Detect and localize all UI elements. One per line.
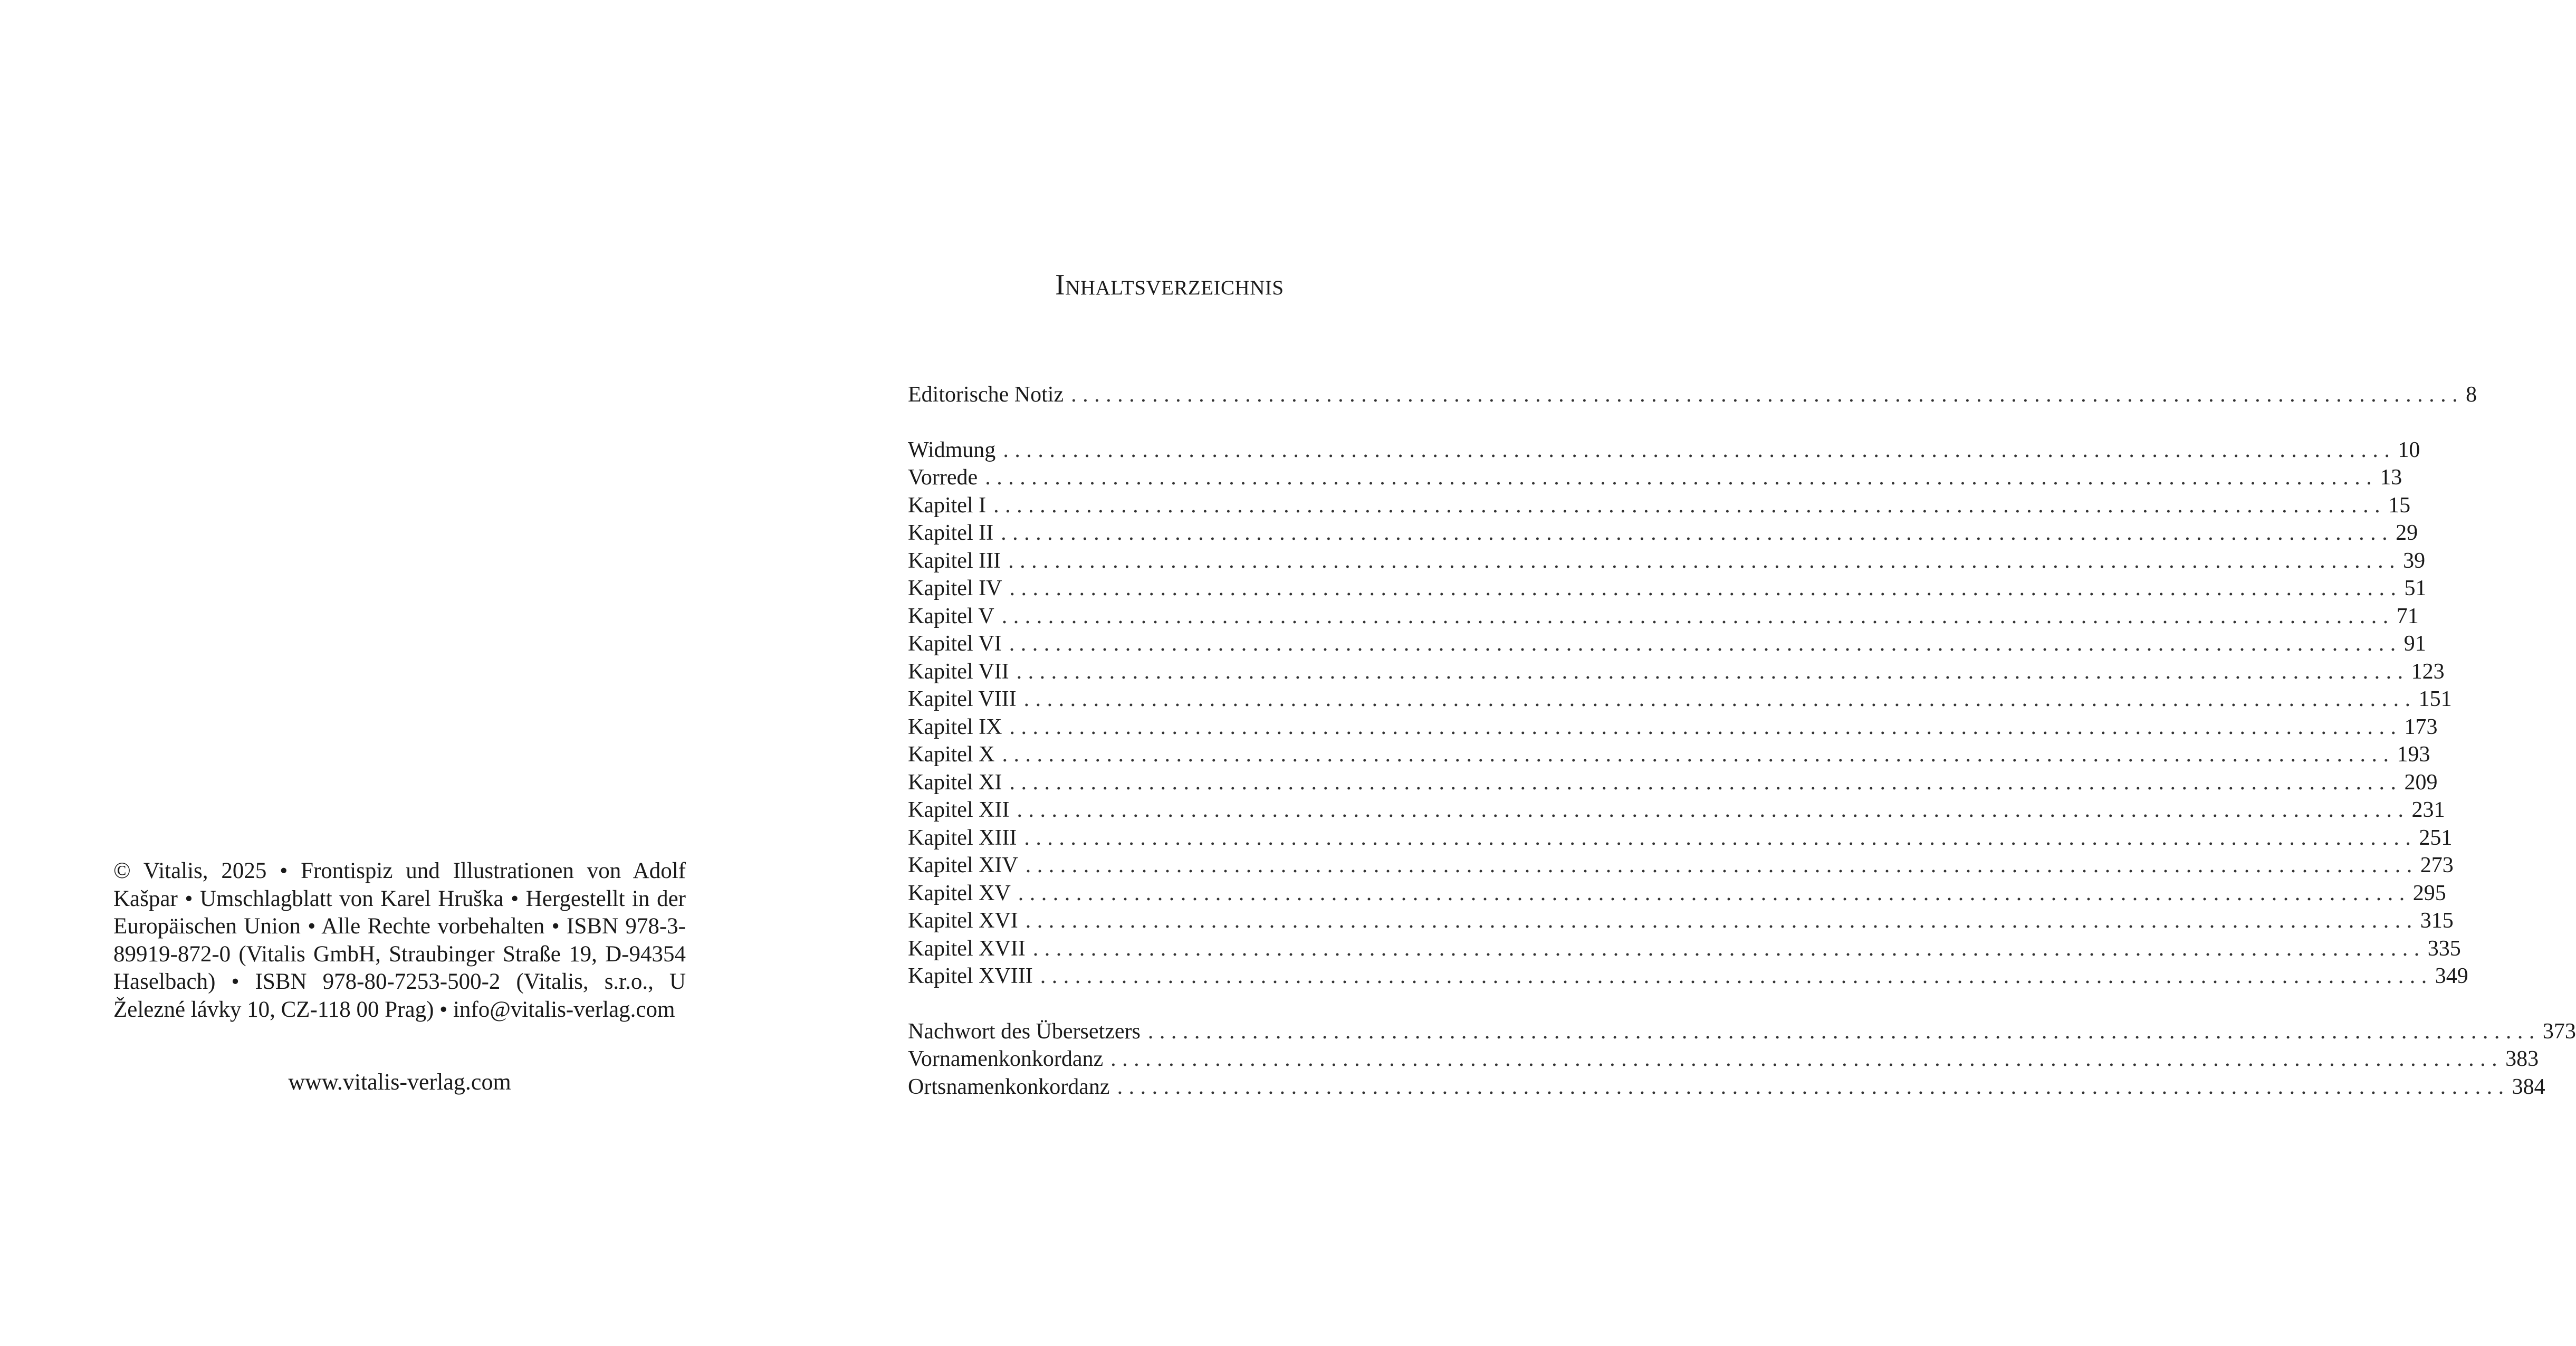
toc-entry-label: Kapitel V bbox=[908, 604, 994, 628]
toc-entry bbox=[908, 1073, 2545, 1101]
toc-dot-leader: ........................................................................................................................ bbox=[993, 493, 2387, 518]
toc-entry-label: Vorrede bbox=[908, 465, 978, 490]
toc-dot-leader: ........................................................................................................................ bbox=[1024, 825, 2417, 850]
toc-entry-page: 315 bbox=[2420, 909, 2454, 933]
toc-dot-leader: ........................................................................................................................ bbox=[1147, 1019, 2541, 1044]
toc-dot-leader: ........................................................................................................................ bbox=[1117, 1074, 2510, 1099]
toc-entry bbox=[908, 547, 2426, 575]
toc-dot-leader: ........................................................................................................................ bbox=[1040, 964, 2433, 988]
toc-entry-page: 13 bbox=[2380, 465, 2402, 490]
toc-entry-label: Kapitel X bbox=[908, 742, 995, 767]
toc-entry-label: Ortsnamenkonkordanz bbox=[908, 1074, 1110, 1099]
toc-entry-label: Kapitel IV bbox=[908, 576, 1002, 600]
imprint-text: © Vitalis, 2025 • Frontispiz und Illustrationen von Adolf Kašpar • Umschlagblatt von Karel Hruška • Hergestellt in der Europäischen Union • Alle Rechte vorbehalten • ISBN 978-3-89919-872-0 (Vitalis GmbH, Straubinger Straße 19, D-94354 Haselbach) • ISBN 978-80-7253-500-2 (Vitalis, s.r.o., U Železné lávky 10, CZ-118 00 Prag) • info@vitalis-verlag.com bbox=[113, 858, 686, 1022]
left-page bbox=[0, 0, 791, 1346]
toc-dot-leader: ........................................................................................................................ bbox=[1016, 659, 2409, 684]
toc-title: Inhaltsverzeichnis bbox=[1055, 269, 1284, 301]
toc-entry-page: 8 bbox=[2466, 383, 2477, 407]
toc-entry-page: 10 bbox=[2398, 437, 2420, 462]
toc-entry-label: Kapitel XVII bbox=[908, 936, 1026, 961]
toc-entry bbox=[908, 962, 2468, 990]
toc-entry bbox=[908, 603, 2419, 631]
toc-entry-page: 295 bbox=[2412, 881, 2446, 905]
toc-entry-label: Nachwort des Übersetzers bbox=[908, 1019, 1141, 1044]
toc-entry-page: 29 bbox=[2396, 521, 2418, 545]
toc-entry-label: Kapitel XIII bbox=[908, 825, 1017, 850]
toc-entry-page: 231 bbox=[2411, 798, 2445, 822]
toc-entry bbox=[908, 381, 2477, 409]
toc-entry-label: Kapitel VII bbox=[908, 659, 1009, 684]
toc-entry-label: Kapitel IX bbox=[908, 714, 1002, 739]
toc-entry-page: 71 bbox=[2396, 604, 2419, 628]
toc-entry bbox=[908, 492, 2411, 520]
toc-entry bbox=[908, 852, 2454, 880]
toc-entry-page: 123 bbox=[2411, 659, 2445, 684]
toc-entry bbox=[908, 880, 2446, 908]
toc-entry-page: 335 bbox=[2427, 936, 2461, 961]
toc-entry-label: Widmung bbox=[908, 437, 996, 462]
toc-entry bbox=[908, 685, 2452, 713]
toc-group bbox=[908, 1018, 2576, 1101]
toc-entry-label: Vornamenkonkordanz bbox=[908, 1047, 1104, 1071]
toc-entry-label: Kapitel XIV bbox=[908, 853, 1018, 877]
toc-dot-leader: ........................................................................................................................ bbox=[1110, 1047, 2504, 1071]
toc-entry-page: 209 bbox=[2404, 770, 2438, 795]
right-page bbox=[791, 0, 2576, 1346]
toc-entry-label: Kapitel XII bbox=[908, 798, 1010, 822]
toc-dot-leader: ........................................................................................................................ bbox=[1001, 604, 2395, 628]
toc-entry-page: 51 bbox=[2404, 576, 2427, 600]
toc-dot-leader: ........................................................................................................................ bbox=[1025, 909, 2418, 933]
toc-entry-label: Kapitel XVIII bbox=[908, 964, 1033, 988]
toc-entry bbox=[908, 769, 2438, 797]
toc-entry bbox=[908, 741, 2430, 769]
toc-dot-leader: ........................................................................................................................ bbox=[1032, 936, 2426, 961]
toc-entry bbox=[908, 436, 2420, 464]
toc-entry-label: Kapitel VI bbox=[908, 632, 1002, 656]
toc-entry bbox=[908, 907, 2454, 935]
toc-entry bbox=[908, 630, 2426, 658]
toc-entry-label: Kapitel III bbox=[908, 548, 1001, 573]
table-of-contents bbox=[908, 381, 2576, 1101]
toc-entry-label: Kapitel II bbox=[908, 521, 994, 545]
toc-entry bbox=[908, 575, 2427, 603]
toc-entry bbox=[908, 519, 2418, 547]
toc-entry-page: 384 bbox=[2512, 1074, 2545, 1099]
toc-entry bbox=[908, 713, 2438, 741]
toc-entry bbox=[908, 796, 2445, 824]
toc-entry-page: 251 bbox=[2419, 825, 2453, 850]
toc-dot-leader: ........................................................................................................................ bbox=[1001, 521, 2394, 545]
toc-dot-leader: ........................................................................................................................ bbox=[1009, 770, 2402, 795]
toc-entry-page: 193 bbox=[2397, 742, 2430, 767]
toc-entry-label: Editorische Notiz bbox=[908, 383, 1064, 407]
toc-entry bbox=[908, 935, 2461, 963]
website-url: www.vitalis-verlag.com bbox=[288, 1069, 511, 1095]
toc-entry-page: 15 bbox=[2388, 493, 2411, 518]
toc-dot-leader: ........................................................................................................................ bbox=[1023, 687, 2417, 711]
toc-group bbox=[908, 436, 2468, 990]
toc-entry-label: Kapitel XVI bbox=[908, 909, 1018, 933]
toc-entry-label: Kapitel XV bbox=[908, 881, 1011, 905]
toc-entry bbox=[908, 1018, 2576, 1046]
toc-entry-page: 373 bbox=[2542, 1019, 2576, 1044]
toc-entry-page: 349 bbox=[2435, 964, 2468, 988]
toc-entry bbox=[908, 464, 2402, 492]
toc-entry-page: 383 bbox=[2505, 1047, 2539, 1071]
toc-entry bbox=[908, 1045, 2539, 1073]
toc-dot-leader: ........................................................................................................................ bbox=[1009, 714, 2402, 739]
toc-entry-page: 91 bbox=[2403, 632, 2426, 656]
toc-dot-leader: ........................................................................................................................ bbox=[1025, 853, 2418, 877]
toc-dot-leader: ........................................................................................................................ bbox=[1018, 881, 2411, 905]
toc-entry-label: Kapitel VIII bbox=[908, 687, 1017, 711]
toc-entry-page: 173 bbox=[2404, 714, 2438, 739]
toc-entry-label: Kapitel I bbox=[908, 493, 987, 518]
toc-dot-leader: ........................................................................................................................ bbox=[1009, 576, 2402, 600]
toc-dot-leader: ........................................................................................................................ bbox=[1003, 437, 2396, 462]
toc-dot-leader: ........................................................................................................................ bbox=[1009, 632, 2402, 656]
toc-entry-page: 39 bbox=[2403, 548, 2426, 573]
toc-dot-leader: ........................................................................................................................ bbox=[1008, 548, 2401, 573]
toc-entry bbox=[908, 658, 2445, 686]
toc-dot-leader: ........................................................................................................................ bbox=[1071, 383, 2464, 407]
toc-entry-page: 151 bbox=[2418, 687, 2452, 711]
toc-dot-leader: ........................................................................................................................ bbox=[1017, 798, 2410, 822]
toc-entry bbox=[908, 824, 2453, 852]
toc-dot-leader: ........................................................................................................................ bbox=[985, 465, 2378, 490]
toc-entry-page: 273 bbox=[2420, 853, 2454, 877]
toc-dot-leader: ........................................................................................................................ bbox=[1002, 742, 2395, 767]
toc-group bbox=[908, 381, 2477, 409]
toc-entry-label: Kapitel XI bbox=[908, 770, 1002, 795]
